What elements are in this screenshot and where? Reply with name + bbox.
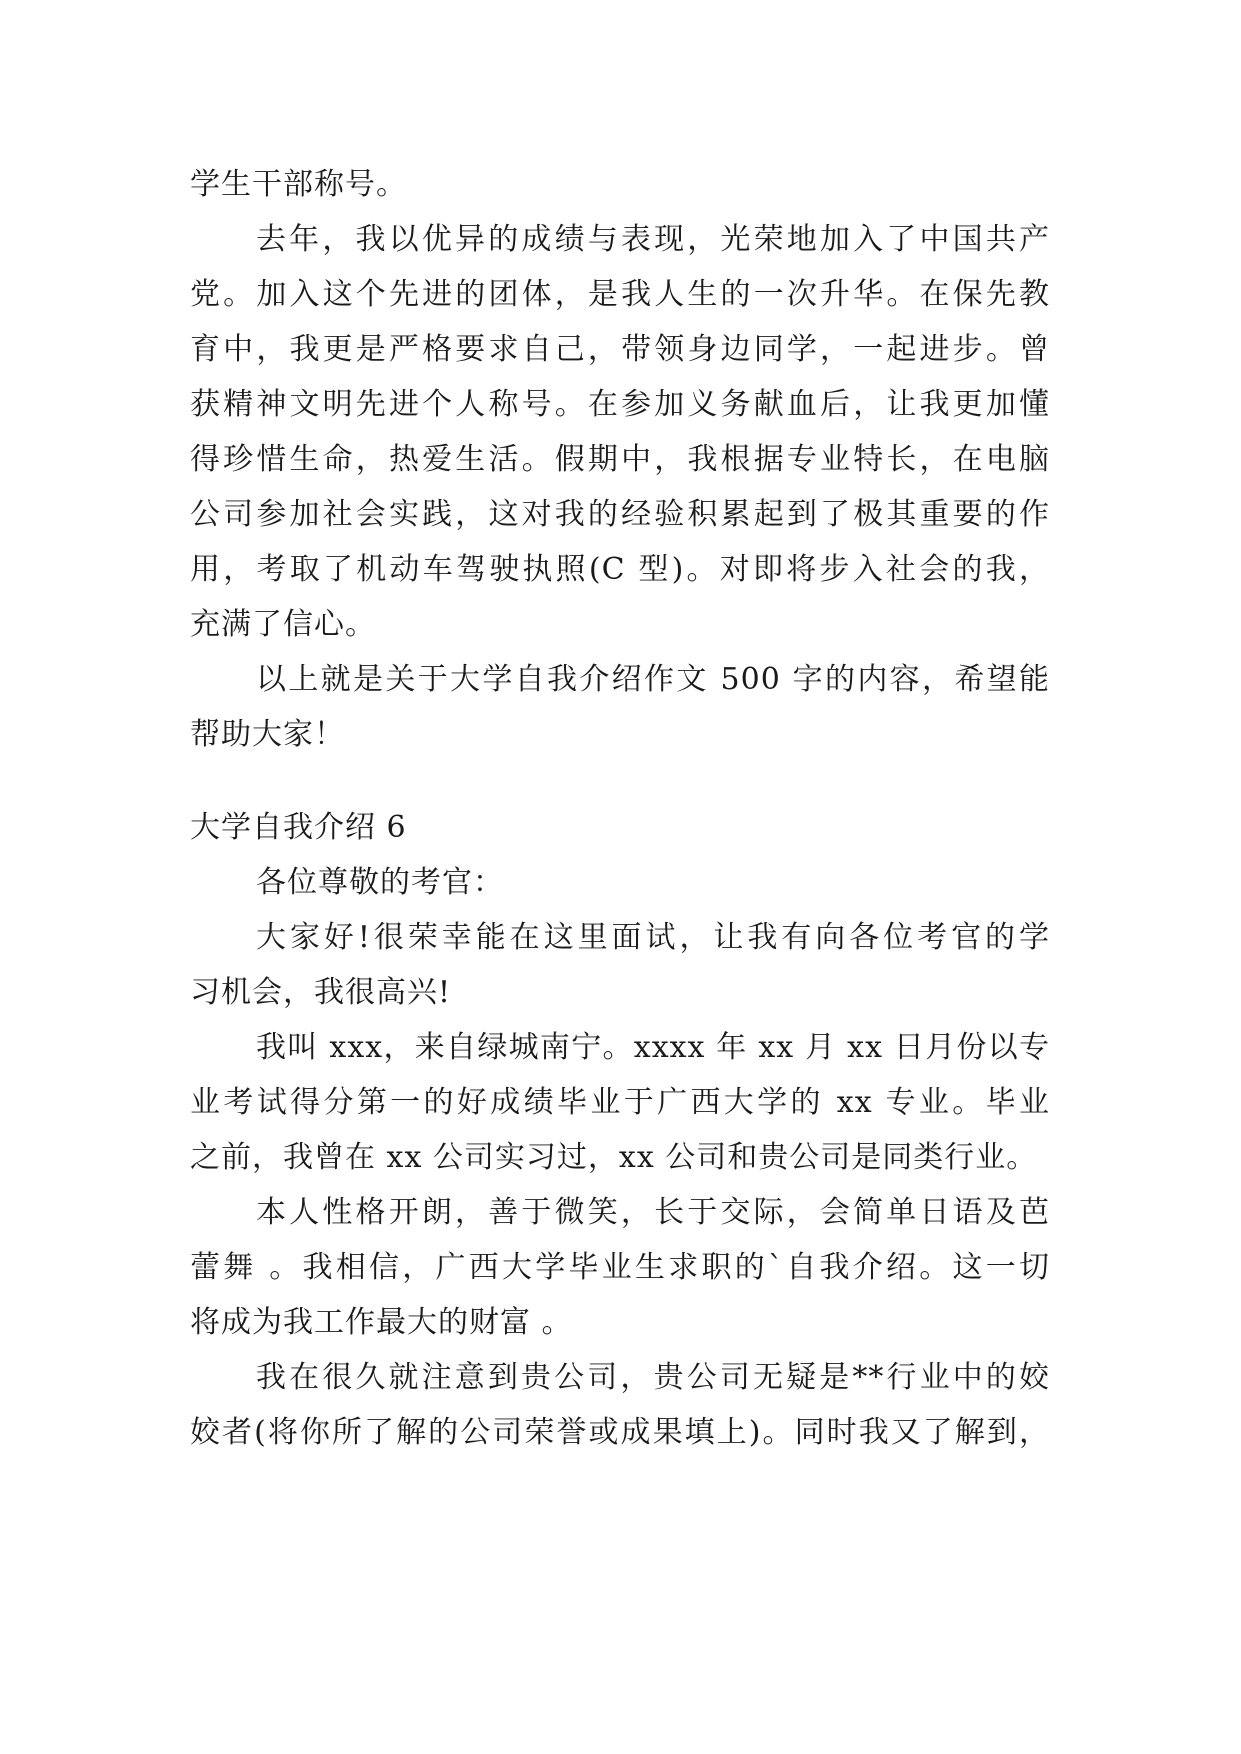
section-heading: 大学自我介绍 6 [190, 810, 407, 845]
paragraph-5-line-3: 之前，我曾在 xx 公司实习过，xx 公司和贵公司是同类行业。 [190, 1140, 1038, 1175]
paragraph-1-line-1: 去年，我以优异的成绩与表现，光荣地加入了中国共产 [256, 222, 1050, 257]
paragraph-7-line-1: 我在很久就注意到贵公司，贵公司无疑是**行业中的姣 [256, 1360, 1050, 1395]
paragraph-2-line-2: 帮助大家！ [190, 717, 345, 752]
paragraph-2-line-1: 以上就是关于大学自我介绍作文 500 字的内容，希望能 [256, 662, 1050, 697]
paragraph-4-line-2: 习机会，我很高兴! [190, 975, 452, 1010]
paragraph-1-line-4: 获精神文明先进个人称号。在参加义务献血后，让我更加懂 [190, 387, 1050, 422]
paragraph-5-line-2: 业考试得分第一的好成绩毕业于广西大学的 xx 专业。毕业 [190, 1085, 1050, 1120]
paragraph-4-line-1: 大家好!很荣幸能在这里面试，让我有向各位考官的学 [256, 920, 1050, 955]
paragraph-1-line-8: 充满了信心。 [190, 607, 376, 642]
paragraph-1-line-6: 公司参加社会实践，这对我的经验积累起到了极其重要的作 [190, 497, 1050, 532]
paragraph-1-line-3: 育中，我更是严格要求自己，带领身边同学，一起进步。曾 [190, 332, 1050, 367]
paragraph-3-line-1: 各位尊敬的考官： [256, 865, 504, 900]
paragraph-6-line-1: 本人性格开朗，善于微笑，长于交际，会简单日语及芭 [256, 1195, 1050, 1230]
paragraph-1-line-2: 党。加入这个先进的团体，是我人生的一次升华。在保先教 [190, 277, 1050, 312]
paragraph-1-line-7: 用，考取了机动车驾驶执照(C 型)。对即将步入社会的我， [190, 552, 1050, 587]
paragraph-7-line-2: 姣者(将你所了解的公司荣誉或成果填上)。同时我又了解到， [190, 1415, 1050, 1450]
paragraph-0-line-1: 学生干部称号。 [190, 167, 407, 202]
paragraph-5-line-1: 我叫 xxx，来自绿城南宁。xxxx 年 xx 月 xx 日月份以专 [256, 1030, 1050, 1065]
paragraph-6-line-3: 将成为我工作最大的财富 。 [190, 1305, 573, 1340]
paragraph-1-line-5: 得珍惜生命，热爱生活。假期中，我根据专业特长，在电脑 [190, 442, 1050, 477]
paragraph-6-line-2: 蕾舞 。我相信，广西大学毕业生求职的`自我介绍。这一切 [190, 1250, 1050, 1285]
